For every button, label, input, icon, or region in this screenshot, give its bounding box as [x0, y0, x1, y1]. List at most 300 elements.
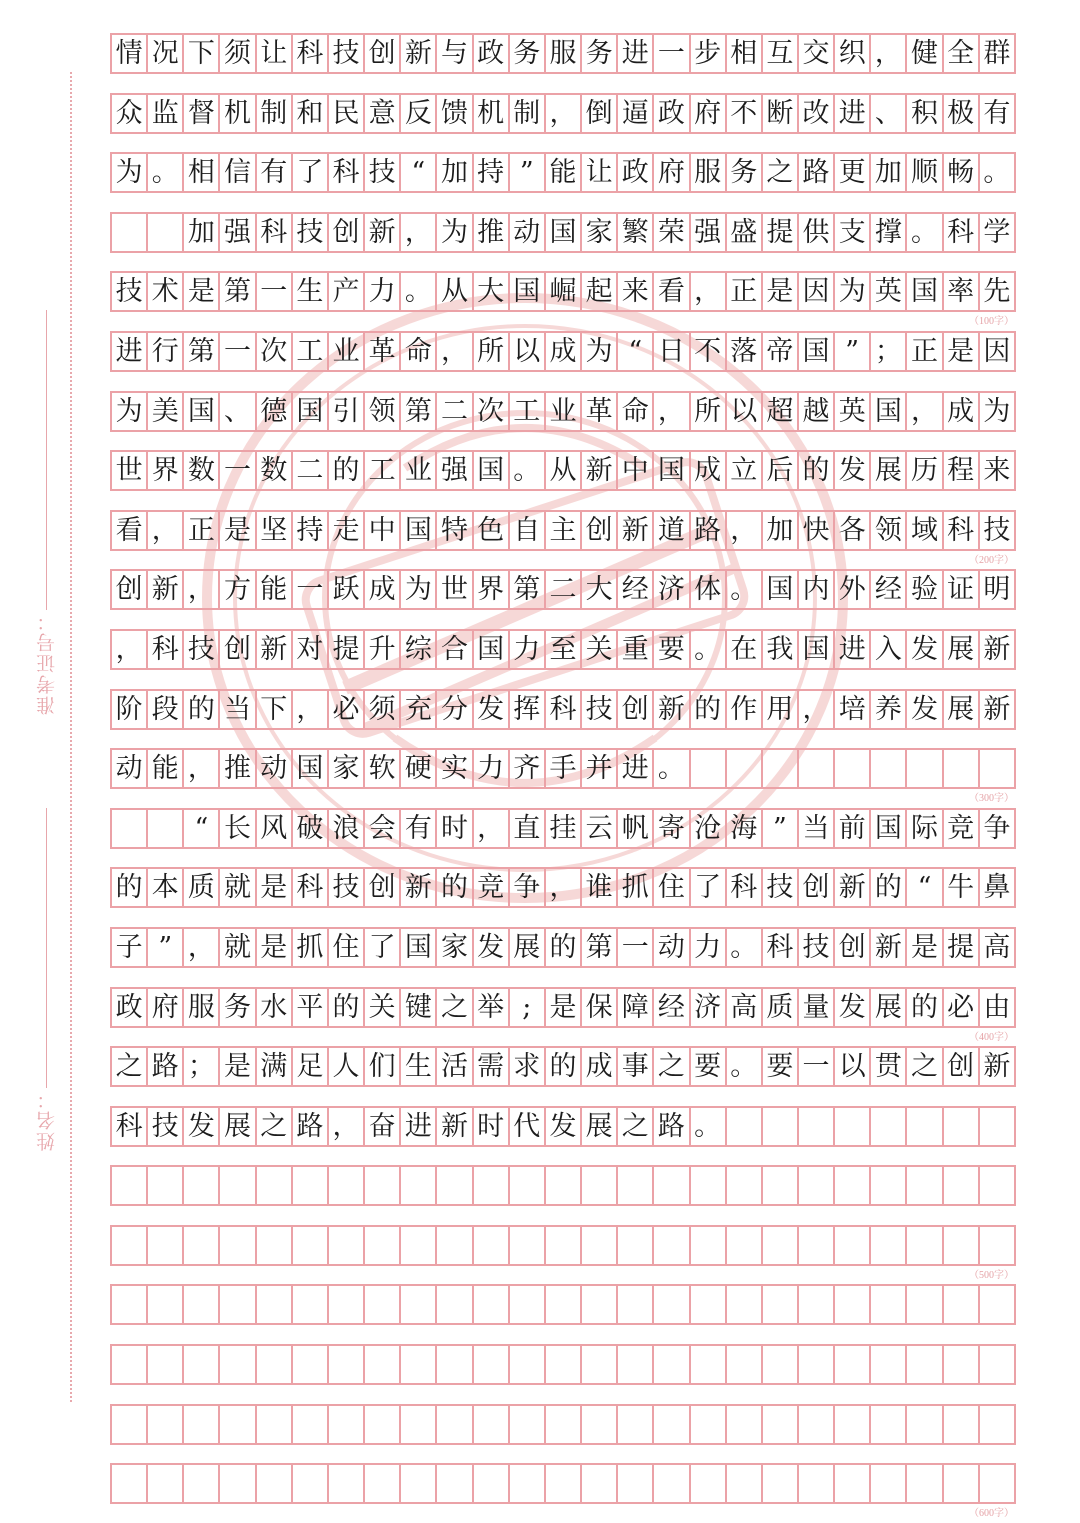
grid-cell: 国	[474, 452, 510, 489]
grid-cell: 倒	[582, 95, 618, 132]
grid-cell: 路	[148, 1048, 184, 1085]
grid-cell	[220, 1406, 256, 1443]
grid-cell	[510, 1227, 546, 1264]
grid-cell: 推	[220, 750, 256, 787]
grid-cell: 的	[546, 1048, 582, 1085]
grid-cell	[835, 1227, 871, 1264]
grid-cell: 信	[220, 154, 256, 191]
grid-cell: 保	[582, 989, 618, 1026]
grid-cell: ，	[329, 1108, 365, 1145]
grid-cell: 进	[618, 35, 654, 72]
grid-cell: 路	[691, 512, 727, 549]
grid-cell: 创	[835, 929, 871, 966]
grid-cell: 展	[871, 452, 907, 489]
grid-cell	[510, 1286, 546, 1323]
grid-cell	[654, 1167, 690, 1204]
grid-cell	[980, 1167, 1016, 1204]
grid-cell: 所	[474, 333, 510, 370]
grid-cell: 的	[546, 929, 582, 966]
grid-cell: 明	[980, 571, 1016, 608]
grid-cell: 新	[980, 1048, 1016, 1085]
grid-cell: 一	[293, 571, 329, 608]
grid-cell	[148, 810, 184, 847]
grid-cell: 云	[582, 810, 618, 847]
grid-cell	[329, 1167, 365, 1204]
grid-cell: 界	[148, 452, 184, 489]
grid-cell: 新	[980, 631, 1016, 668]
grid-cell: ”	[763, 810, 799, 847]
grid-cell: 数	[257, 452, 293, 489]
grid-cell: 提	[763, 214, 799, 251]
grid-cell: 加	[763, 512, 799, 549]
grid-cell: 发	[907, 691, 943, 728]
grid-cell: 了	[293, 154, 329, 191]
grid-cell: 新	[401, 869, 437, 906]
grid-cell: 落	[727, 333, 763, 370]
grid-cell: 进	[835, 95, 871, 132]
grid-cell: 必	[944, 989, 980, 1026]
grid-cell: 先	[980, 273, 1016, 310]
grid-cell: 走	[329, 512, 365, 549]
grid-cell: 竞	[474, 869, 510, 906]
grid-cell	[582, 1406, 618, 1443]
grid-cell: 合	[437, 631, 473, 668]
grid-cell: 创	[618, 691, 654, 728]
grid-cell: 相	[727, 35, 763, 72]
grid-cell: 生	[401, 1048, 437, 1085]
grid-cell: 业	[329, 333, 365, 370]
grid-cell: 创	[944, 1048, 980, 1085]
grid-cell: 。	[980, 154, 1016, 191]
grid-cell: 为	[835, 273, 871, 310]
grid-cell: 政	[618, 154, 654, 191]
grid-cell	[799, 750, 835, 787]
grid-cell	[835, 1108, 871, 1145]
grid-cell: 新	[257, 631, 293, 668]
grid-cell: 越	[799, 393, 835, 430]
grid-cell: 率	[944, 273, 980, 310]
grid-cell: 馈	[437, 95, 473, 132]
grid-cell: 国	[907, 273, 943, 310]
grid-cell	[799, 1108, 835, 1145]
grid-cell: 须	[220, 35, 256, 72]
grid-cell: 制	[510, 95, 546, 132]
grid-cell	[184, 1227, 220, 1264]
grid-row	[110, 748, 1016, 805]
grid-cell	[293, 1227, 329, 1264]
grid-cell: 科	[546, 691, 582, 728]
grid-row	[110, 1046, 1016, 1087]
grid-cell	[257, 1465, 293, 1502]
grid-cell: 手	[546, 750, 582, 787]
grid-cell: 情	[112, 35, 148, 72]
grid-cell: 制	[257, 95, 293, 132]
grid-cell: “	[618, 333, 654, 370]
grid-cell: 水	[257, 989, 293, 1026]
grid-cell	[654, 1406, 690, 1443]
grid-cell: 技	[763, 869, 799, 906]
grid-cell: 务	[220, 989, 256, 1026]
grid-row	[110, 510, 1016, 566]
grid-cell: 是	[220, 1048, 256, 1085]
grid-cell	[980, 1227, 1016, 1264]
grid-cell: 强	[691, 214, 727, 251]
exam-number-label: 准考证号：	[35, 610, 58, 715]
grid-cell: 以	[510, 333, 546, 370]
grid-cell: 争	[980, 810, 1016, 847]
grid-cell: 障	[618, 989, 654, 1026]
grid-cell: 产	[329, 273, 365, 310]
grid-cell: 国	[871, 393, 907, 430]
grid-cell: 域	[907, 512, 943, 549]
exam-number-fill-line	[46, 310, 47, 610]
grid-cell: 。	[148, 154, 184, 191]
grid-cell: 的	[799, 452, 835, 489]
grid-cell: 海	[727, 810, 763, 847]
grid-cell: 养	[871, 691, 907, 728]
grid-cell: 路	[799, 154, 835, 191]
grid-cell: 是	[184, 273, 220, 310]
grid-cell	[763, 1346, 799, 1383]
grid-cell: 跃	[329, 571, 365, 608]
grid-cell: 、	[220, 393, 256, 430]
grid-cell	[365, 1167, 401, 1204]
grid-cell	[618, 1167, 654, 1204]
grid-cell	[582, 1227, 618, 1264]
grid-cell: 服	[546, 35, 582, 72]
word-count-mark: （300字）	[969, 793, 1014, 805]
grid-cell: 培	[835, 691, 871, 728]
grid-cell	[691, 1406, 727, 1443]
grid-cell: 新	[582, 452, 618, 489]
grid-cell: 科	[944, 214, 980, 251]
grid-cell: 历	[907, 452, 943, 489]
grid-cell	[799, 1286, 835, 1323]
grid-cell: 崛	[546, 273, 582, 310]
grid-cell	[727, 1286, 763, 1323]
grid-cell: 相	[184, 154, 220, 191]
grid-cell	[871, 1167, 907, 1204]
grid-cell	[112, 1286, 148, 1323]
grid-cell: 科	[763, 929, 799, 966]
grid-cell	[474, 1465, 510, 1502]
grid-row	[110, 33, 1016, 74]
grid-cell: 成	[365, 571, 401, 608]
grid-cell	[799, 1406, 835, 1443]
grid-cell: ，	[474, 810, 510, 847]
grid-cell: 推	[474, 214, 510, 251]
grid-cell: 并	[582, 750, 618, 787]
grid-cell: 阶	[112, 691, 148, 728]
grid-row	[110, 1463, 1016, 1520]
grid-cell: 国	[474, 631, 510, 668]
grid-cell: 强	[220, 214, 256, 251]
grid-cell: 量	[799, 989, 835, 1026]
grid-cell	[907, 1167, 943, 1204]
grid-cell: 。	[727, 571, 763, 608]
grid-cell	[763, 1286, 799, 1323]
grid-cell	[799, 1346, 835, 1383]
grid-cell	[980, 1465, 1016, 1502]
grid-cell: 高	[980, 929, 1016, 966]
grid-cell	[582, 1465, 618, 1502]
grid-cell: 足	[293, 1048, 329, 1085]
name-field	[28, 808, 64, 1151]
grid-cell	[654, 1227, 690, 1264]
grid-cell: 技	[112, 273, 148, 310]
grid-row	[110, 271, 1016, 328]
grid-cell: 路	[654, 1108, 690, 1145]
grid-cell	[474, 1286, 510, 1323]
grid-cell: 国	[799, 631, 835, 668]
grid-cell: 动	[510, 214, 546, 251]
grid-cell: 能	[546, 154, 582, 191]
grid-cell: 国	[799, 333, 835, 370]
grid-cell	[329, 1227, 365, 1264]
grid-cell: 谁	[582, 869, 618, 906]
grid-cell: 改	[799, 95, 835, 132]
grid-cell: 技	[293, 214, 329, 251]
grid-cell: 。	[401, 273, 437, 310]
grid-cell	[546, 1346, 582, 1383]
grid-cell: 技	[148, 1108, 184, 1145]
grid-row	[110, 689, 1016, 730]
grid-cell: 段	[148, 691, 184, 728]
grid-cell: 二	[546, 571, 582, 608]
grid-cell: 浪	[329, 810, 365, 847]
grid-cell	[293, 1346, 329, 1383]
grid-cell	[148, 1286, 184, 1323]
grid-cell: “	[184, 810, 220, 847]
grid-cell: 力	[510, 631, 546, 668]
grid-cell: 是	[763, 273, 799, 310]
grid-cell: 人	[329, 1048, 365, 1085]
grid-cell: 挥	[510, 691, 546, 728]
grid-cell: 发	[835, 989, 871, 1026]
grid-cell: 新	[618, 512, 654, 549]
grid-cell: 况	[148, 35, 184, 72]
grid-cell	[546, 1286, 582, 1323]
grid-cell	[293, 1167, 329, 1204]
grid-cell: 行	[148, 333, 184, 370]
grid-cell: 进	[112, 333, 148, 370]
grid-cell: 科	[112, 1108, 148, 1145]
grid-cell: 竞	[944, 810, 980, 847]
grid-cell: 我	[763, 631, 799, 668]
grid-cell	[907, 1465, 943, 1502]
grid-cell	[293, 1286, 329, 1323]
grid-cell: 须	[365, 691, 401, 728]
grid-cell: 。	[727, 929, 763, 966]
grid-cell: 程	[944, 452, 980, 489]
grid-cell: 顺	[907, 154, 943, 191]
grid-cell: 机	[220, 95, 256, 132]
grid-cell: 奋	[365, 1108, 401, 1145]
grid-cell: 民	[329, 95, 365, 132]
grid-cell: 日	[654, 333, 690, 370]
grid-cell: 帝	[763, 333, 799, 370]
grid-cell: 逼	[618, 95, 654, 132]
grid-cell	[944, 1465, 980, 1502]
grid-cell	[257, 1167, 293, 1204]
grid-cell: 技	[582, 691, 618, 728]
grid-cell: 主	[546, 512, 582, 549]
grid-cell: 正	[727, 273, 763, 310]
grid-cell: 的	[112, 869, 148, 906]
grid-cell: 济	[691, 989, 727, 1026]
grid-cell: 之	[437, 989, 473, 1026]
grid-row	[110, 331, 1016, 372]
grid-cell	[871, 1406, 907, 1443]
grid-cell: 领	[365, 393, 401, 430]
grid-cell: 是	[257, 869, 293, 906]
grid-cell: 抓	[293, 929, 329, 966]
grid-cell: 直	[510, 810, 546, 847]
grid-cell	[293, 1465, 329, 1502]
grid-cell: 经	[871, 571, 907, 608]
grid-cell: 创	[365, 35, 401, 72]
grid-cell: 了	[691, 869, 727, 906]
grid-cell: 平	[293, 989, 329, 1026]
grid-cell: 技	[365, 154, 401, 191]
grid-cell	[546, 1167, 582, 1204]
grid-cell: 技	[799, 929, 835, 966]
grid-cell: “	[907, 869, 943, 906]
grid-cell: 加	[184, 214, 220, 251]
grid-cell: 国	[654, 452, 690, 489]
grid-cell: 和	[293, 95, 329, 132]
grid-cell: 。	[691, 631, 727, 668]
grid-cell: 督	[184, 95, 220, 132]
grid-cell	[546, 1465, 582, 1502]
grid-cell: 帆	[618, 810, 654, 847]
grid-cell: 看	[654, 273, 690, 310]
grid-cell: 术	[148, 273, 184, 310]
grid-cell	[510, 1406, 546, 1443]
grid-cell	[799, 1227, 835, 1264]
grid-cell: 撑	[871, 214, 907, 251]
grid-cell: 国	[401, 929, 437, 966]
grid-cell	[907, 1286, 943, 1323]
grid-cell: 成	[691, 452, 727, 489]
grid-cell: 新	[401, 35, 437, 72]
grid-cell: 要	[763, 1048, 799, 1085]
grid-cell: 荣	[654, 214, 690, 251]
grid-cell: 让	[582, 154, 618, 191]
grid-cell: 从	[546, 452, 582, 489]
grid-cell: 科	[148, 631, 184, 668]
grid-cell: 发	[474, 929, 510, 966]
grid-cell: 前	[835, 810, 871, 847]
grid-cell	[437, 1286, 473, 1323]
grid-cell: 反	[401, 95, 437, 132]
grid-cell: 鼻	[980, 869, 1016, 906]
grid-cell: 质	[763, 989, 799, 1026]
grid-cell: ，	[799, 691, 835, 728]
grid-cell: 动	[112, 750, 148, 787]
grid-cell	[329, 1406, 365, 1443]
name-label: 姓名：	[35, 1088, 58, 1151]
grid-cell: 织	[835, 35, 871, 72]
grid-cell: 创	[799, 869, 835, 906]
grid-cell: 群	[980, 35, 1016, 72]
grid-cell	[799, 1167, 835, 1204]
grid-cell: 长	[220, 810, 256, 847]
grid-cell: 能	[148, 750, 184, 787]
grid-cell	[654, 1286, 690, 1323]
grid-cell: 风	[257, 810, 293, 847]
grid-cell: 就	[220, 869, 256, 906]
grid-cell: 提	[944, 929, 980, 966]
grid-cell: 展	[510, 929, 546, 966]
grid-cell	[763, 1108, 799, 1145]
grid-cell: ，	[654, 393, 690, 430]
grid-row	[110, 927, 1016, 968]
grid-row	[110, 629, 1016, 670]
grid-cell: 从	[437, 273, 473, 310]
grid-cell: 机	[474, 95, 510, 132]
grid-cell: ，	[112, 631, 148, 668]
grid-cell	[618, 1227, 654, 1264]
grid-row	[110, 391, 1016, 432]
grid-cell: 府	[148, 989, 184, 1026]
grid-cell	[763, 1465, 799, 1502]
grid-cell: 国	[293, 750, 329, 787]
grid-cell	[401, 1286, 437, 1323]
grid-cell: 综	[401, 631, 437, 668]
grid-cell: 务	[510, 35, 546, 72]
grid-cell	[691, 1227, 727, 1264]
grid-cell: 创	[329, 214, 365, 251]
grid-cell: 步	[691, 35, 727, 72]
grid-cell: 科	[329, 154, 365, 191]
grid-cell: ，	[871, 35, 907, 72]
grid-cell: 展	[582, 1108, 618, 1145]
grid-cell: ，	[184, 929, 220, 966]
grid-cell	[148, 1406, 184, 1443]
grid-cell: ”	[835, 333, 871, 370]
grid-cell: 互	[763, 35, 799, 72]
grid-cell	[727, 1167, 763, 1204]
grid-cell	[763, 1227, 799, 1264]
grid-cell	[871, 1286, 907, 1323]
grid-cell	[727, 1406, 763, 1443]
grid-cell: 更	[835, 154, 871, 191]
grid-cell	[474, 1227, 510, 1264]
grid-cell: 第	[401, 393, 437, 430]
grid-cell: ，	[184, 750, 220, 787]
grid-cell: 监	[148, 95, 184, 132]
grid-cell: 至	[546, 631, 582, 668]
grid-cell: 以	[835, 1048, 871, 1085]
grid-row	[110, 1106, 1016, 1147]
grid-row	[110, 1404, 1016, 1445]
grid-cell	[835, 1286, 871, 1323]
grid-cell: 因	[799, 273, 835, 310]
grid-cell	[365, 1286, 401, 1323]
grid-cell: 家	[437, 929, 473, 966]
grid-cell: 齐	[510, 750, 546, 787]
grid-cell: 发	[546, 1108, 582, 1145]
grid-cell: 是	[257, 929, 293, 966]
grid-cell: 就	[220, 929, 256, 966]
grid-cell: 的	[329, 452, 365, 489]
grid-cell	[944, 1346, 980, 1383]
grid-cell: 为	[112, 393, 148, 430]
grid-cell: 革	[582, 393, 618, 430]
grid-cell: 对	[293, 631, 329, 668]
grid-cell: 时	[474, 1108, 510, 1145]
